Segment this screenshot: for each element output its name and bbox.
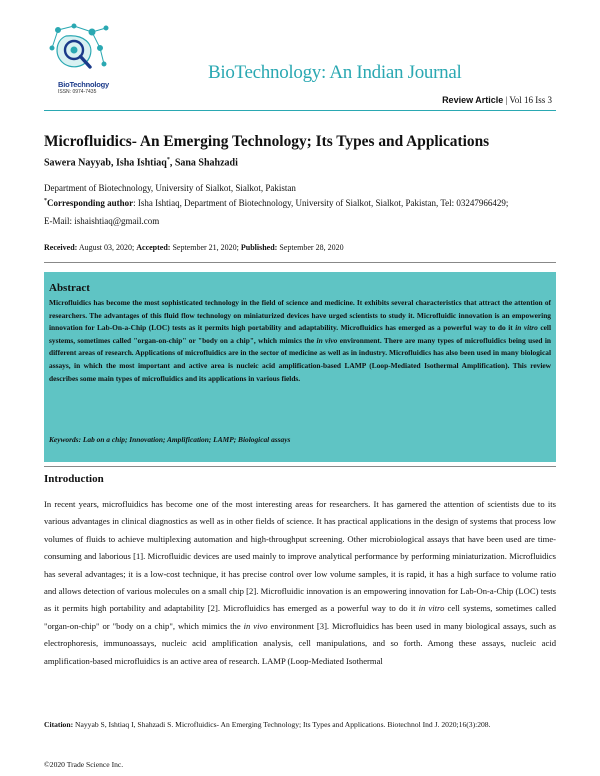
keywords: Keywords: Lab on a chip; Innovation; Amplification; LAMP; Biological assays: [49, 435, 291, 444]
logo-issn: ISSN: 0974-7435: [58, 89, 97, 95]
corresponding-text: : Isha Ishtiaq, Department of Biotechnology, University of Sialkot, Sialkot, Pakistan, Tel: 03247966429;: [133, 197, 509, 208]
affiliation: Department of Biotechnology, University of Sialkot, Sialkot, Pakistan: [44, 183, 296, 193]
journal-title: BioTechnology: An Indian Journal: [208, 62, 462, 83]
volume-issue: Vol 16 Iss 3: [509, 95, 552, 105]
authors-first: Sawera Nayyab, Isha Ishtiaq: [44, 157, 167, 169]
dates-divider: [44, 262, 556, 263]
article-meta: Review Article | Vol 16 Iss 3: [442, 95, 552, 105]
article-title: Microfluidics- An Emerging Technology; Its Types and Applications: [44, 133, 490, 150]
corresponding-author: *Corresponding author: Isha Ishtiaq, Department of Biotechnology, University of Sialkot, Sialkot, Pakistan, Tel: 03247966429;: [44, 197, 509, 208]
introduction-heading: Introduction: [44, 473, 104, 485]
corresponding-label: Corresponding author: [47, 197, 134, 208]
author-list: [44, 157, 238, 168]
intro-divider: [44, 466, 556, 467]
abstract-heading: Abstract: [49, 282, 90, 294]
copyright: ©2020 Trade Science Inc.: [44, 760, 124, 769]
journal-logo-icon: [44, 22, 116, 82]
logo-name: BioTechnology: [58, 80, 110, 89]
authors-last: , Sana Shahzadi: [169, 157, 238, 169]
header-divider: [44, 110, 556, 111]
citation: Citation: Nayyab S, Ishtiaq I, Shahzadi S. Microfluidics- An Emerging Technology; Its Types and Applications. Biotechnol Ind J. 2020;16(3):208.: [44, 720, 491, 729]
email[interactable]: E-Mail: ishaishtiaq@gmail.com: [44, 216, 160, 226]
abstract-text: Microfluidics has become the most sophisticated technology in the field of science and medicine. It exhibits several characteristics that attract the attention of researchers. The advantages of this fluid flow technology on miniaturized devices have urged scientists to study it. Microfluidic innovation is an empowering innovation for Lab-On-a-Chip (LOC) tests as it permits high portability and adaptability. Microfluidics has emerged as a powerful way to do it in vitro cell systems, sometimes called "organ-on-chip" or "body on a chip", which mimics the in vivo environment. There are many types of microfluidics being used in different areas of research. Applications of microfluidics are in the sector of medicine as well as in industry. Microfluidics has also been used in many biological assays, in which the most important and active area is nucleic acid amplification-based LAMP (Loop-Mediated Isothermal Amplification). This review describes some main types of microfluidics and its applications in various fields.: [49, 298, 552, 383]
article-type: Review Article: [442, 95, 504, 105]
introduction-text: In recent years, microfluidics has become one of the most interesting areas for researchers. It has garnered the attention of scientists due to its various advantages in clinical diagnostics as well as in other fields of science. It has practical applications in the design of systems that process low volumes of fluids to achieve multiplexing automation and high-throughput screening. Other microbiological assays that have been used are time-consuming and laborious [1]. Microfluidic devices are used mainly to improve analytical performance by performing miniaturization. Microfluidics has several advantages; it is a low-cost technique, it has precise control over low volume samples, it is rapid, it has a high surface to volume ratio and allows detection of various molecules on a small chip [2]. Microfluidic innovation is an empowering innovation for Lab-On-a-Chip (LOC) tests as it permits high portability and adaptability [2]. Microfluidics has emerged as a powerful way to do it in vitro cell systems, sometimes called "organ-on-chip" or "body on a chip", which mimics the in vivo environment [3]. Microfluidics has been used in many biological assays, such as electrophoresis, immunoassays, nucleic acid amplification analysis, cell manipulations, and so forth. Among these assays, nucleic acid amplification-based microfluidics is an active area of research. LAMP (Loop-Mediated Isothermal: [44, 499, 557, 666]
article-dates: Received: August 03, 2020; Accepted: September 21, 2020; Published: September 28, 2020: [44, 243, 344, 252]
corresponding-marker: *: [166, 157, 170, 163]
affiliation-block: [44, 182, 564, 228]
abstract-box: [44, 272, 556, 462]
